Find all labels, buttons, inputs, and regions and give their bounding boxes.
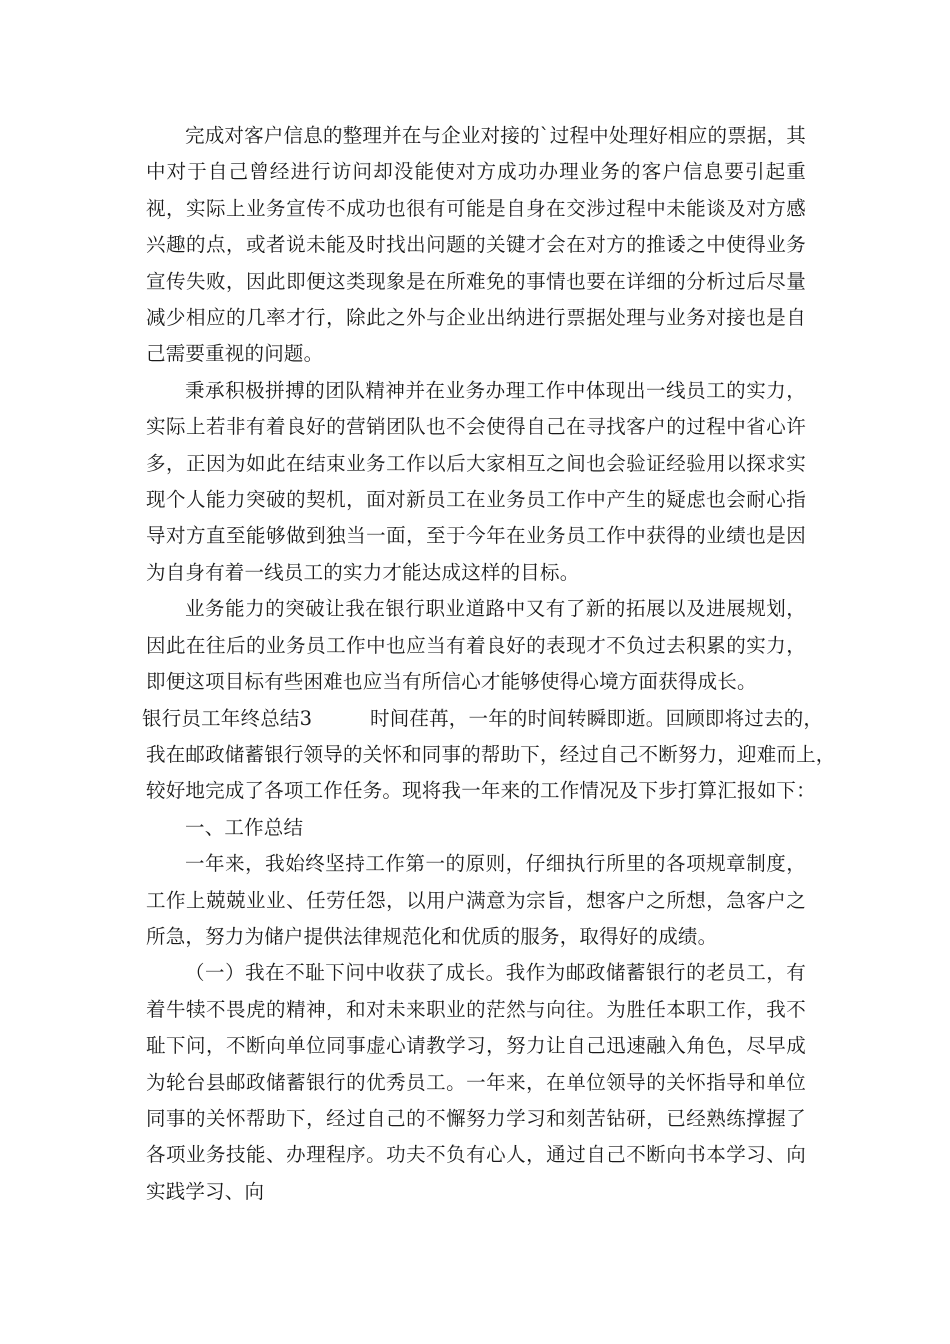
section-title: 银行员工年终总结3 [142,706,313,730]
section-heading-line [142,701,824,737]
paragraph-growth: （一）我在不耻下问中收获了成长。我作为邮政储蓄银行的老员工，有着牛犊不畏虎的精神，和对未来职业的茫然与向往。为胜任本职工作，我不耻下问，不断向单位同事虚心请教学习，努力让自己迅速融入角色，尽早成为轮台县邮政储蓄银行的优秀员工。一年来，在单位领导的关怀指导和单位同事的关怀帮助下，经过自己的不懈努力学习和刻苦钻研，已经熟练撑握了各项业务技能、办理程序。功夫不负有心人，通过自己不断向书本学习、向实践学习、向 [146,961,806,1203]
paragraph-ticket-handling: 完成对客户信息的整理并在与企业对接的`过程中处理好相应的票据，其中对于自己曾经进行访问却没能使对方成功办理业务的客户信息要引起重视，实际上业务宣传不成功也很有可能是自身在交涉过程中未能谈及对方感兴趣的点，或者说未能及时找出问题的关键才会在对方的推诿之中使得业务宣传失败，因此即便这类现象是在所难免的事情也要在详细的分析过后尽量减少相应的几率才行，除此之外与企业出纳进行票据处理与业务对接也是自己需要重视的问题。 [146,124,806,366]
section-intro-first-line: 时间荏苒，一年的时间转瞬即逝。回顾即将过去的， [370,706,824,730]
paragraph-team-spirit: 秉承积极拼搏的团队精神并在业务办理工作中体现出一线员工的实力，实际上若非有着良好的营销团队也不会使得自己在寻找客户的过程中省心许多，正因为如此在结束业务工作以后大家相互之间也会验证经验用以探求实现个人能力突破的契机，面对新员工在业务员工作中产生的疑虑也会耐心指导对方直至能够做到独当一面，至于今年在业务员工作中获得的业绩也是因为自身有着一线员工的实力才能达成这样的目标。 [146,378,806,584]
heading-work-summary: 一、工作总结 [185,815,304,839]
paragraph-career-breakthrough: 业务能力的突破让我在银行职业道路中又有了新的拓展以及进展规划，因此在往后的业务员工作中也应当有着良好的表现才不负过去积累的实力，即便这项目标有些困难也应当有所信心才能够使得心境方面获得成长。 [146,597,806,694]
document-page [142,118,836,1210]
paragraph-year-review: 一年来，我始终坚持工作第一的原则，仔细执行所里的各项规章制度，工作上兢兢业业、任劳任怨，以用户满意为宗旨，想客户之所想，急客户之所急，努力为储户提供法律规范化和优质的服务，取得好的成绩。 [146,852,806,948]
section-intro-third-line: 较好地完成了各项工作任务。现将我一年来的工作情况及下步打算汇报如下： [146,779,816,803]
section-intro-second-line: 我在邮政储蓄银行领导的关怀和同事的帮助下，经过自己不断努力，迎难而上， [146,742,836,766]
